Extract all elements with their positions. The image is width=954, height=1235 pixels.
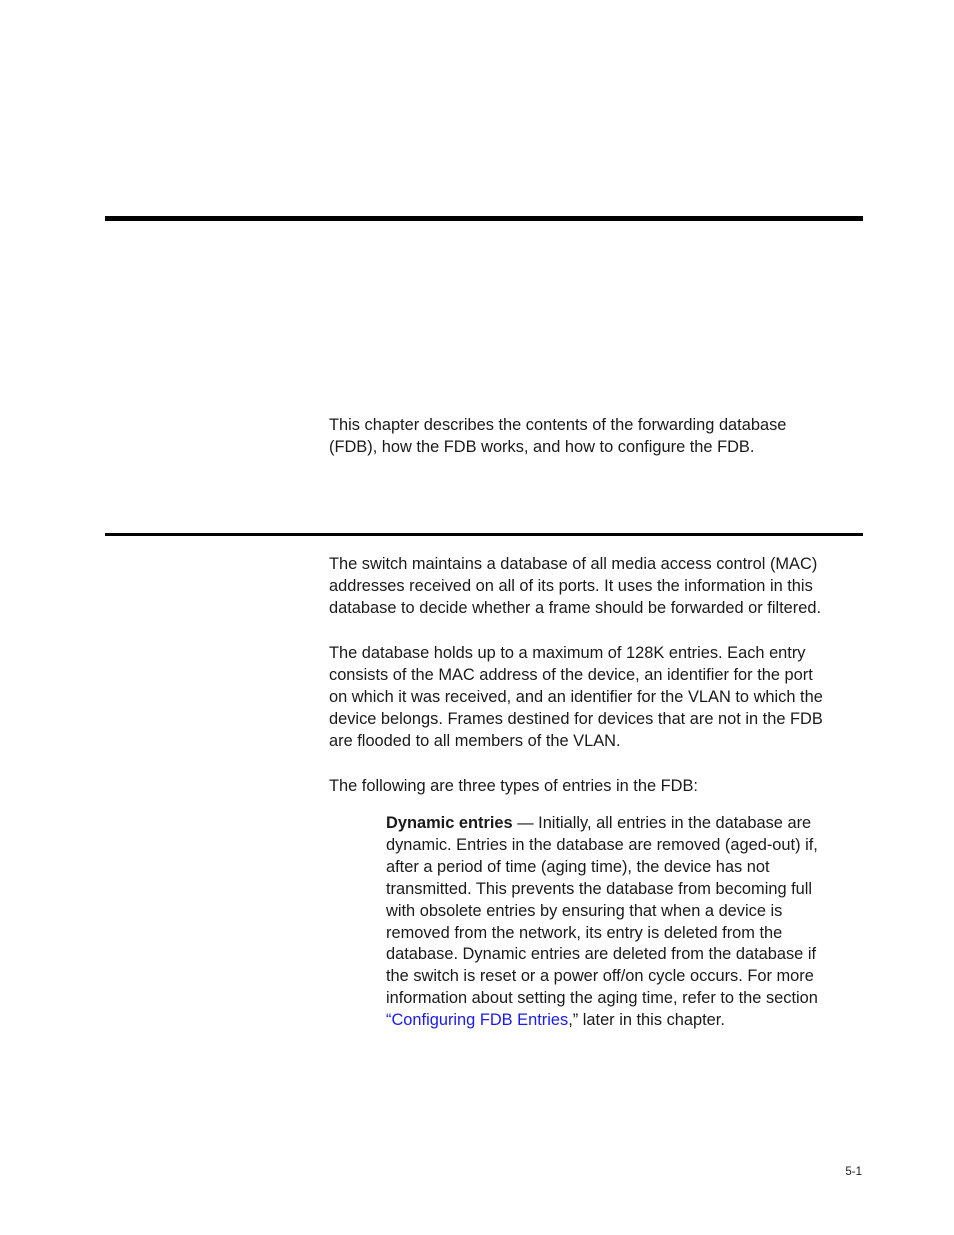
configuring-fdb-entries-link[interactable]: “Configuring FDB Entries <box>386 1011 569 1030</box>
intro-line: (FDB), how the FDB works, and how to configure the FDB. <box>329 437 755 456</box>
paragraph-line: database to decide whether a frame should be forwarded or filtered. <box>329 598 822 617</box>
paragraph-line: addresses received on all of its ports. It uses the information in this <box>329 576 813 595</box>
entry-line: after a period of time (aging time), the device has not <box>386 857 770 876</box>
chapter-top-rule <box>105 216 863 221</box>
dynamic-entries-intro-text: — Initially, all entries in the database are <box>512 814 812 832</box>
paragraph-line: are flooded to all members of the VLAN. <box>329 731 621 750</box>
entry-line: dynamic. Entries in the database are removed (aged-out) if, <box>386 835 818 854</box>
paragraph-line: The following are three types of entries in the FDB: <box>329 777 698 795</box>
entry-line: database. Dynamic entries are deleted from the database if <box>386 945 817 964</box>
overview-paragraph <box>329 554 869 620</box>
dynamic-entries-item <box>386 813 866 1032</box>
entry-line-tail: ,” later in this chapter. <box>568 1011 725 1030</box>
paragraph-line: consists of the MAC address of the device, an identifier for the port <box>329 665 813 684</box>
intro-line: This chapter describes the contents of the forwarding database <box>329 416 787 434</box>
page-number: 5-1 <box>845 1166 862 1178</box>
capacity-paragraph <box>329 643 869 753</box>
entry-last-line <box>386 1010 866 1032</box>
entry-line: removed from the network, its entry is deleted from the <box>386 923 783 942</box>
entry-line: information about setting the aging time, refer to the section <box>386 989 818 1008</box>
entry-line: with obsolete entries by ensuring that when a device is <box>386 901 783 920</box>
section-divider-rule <box>105 533 863 536</box>
paragraph-line: The database holds up to a maximum of 128K entries. Each entry <box>329 644 806 662</box>
chapter-intro <box>329 415 869 459</box>
entry-types-intro <box>329 776 869 798</box>
paragraph-line: The switch maintains a database of all media access control (MAC) <box>329 555 818 573</box>
paragraph-line: device belongs. Frames destined for devices that are not in the FDB <box>329 709 823 728</box>
paragraph-line: on which it was received, and an identifier for the VLAN to which the <box>329 687 823 706</box>
entry-line: transmitted. This prevents the database from becoming full <box>386 879 813 898</box>
dynamic-entries-term: Dynamic entries <box>386 814 513 832</box>
entry-line: the switch is reset or a power off/on cycle occurs. For more <box>386 967 814 986</box>
dynamic-entries-first-line <box>386 813 866 835</box>
